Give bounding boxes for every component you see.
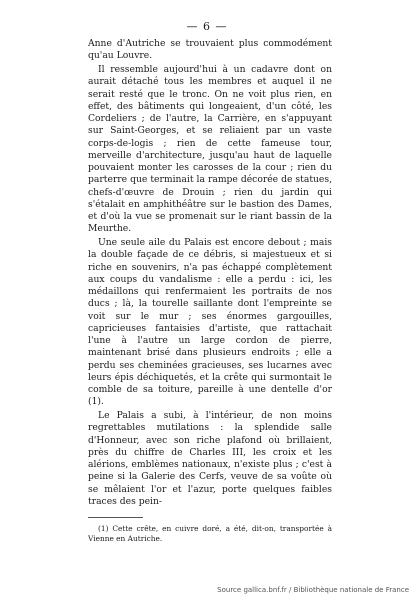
paragraph-aile: Une seule aile du Palais est encore debout ; mais la double façade de ce débris, si majestueux et si riche en souvenirs, n'a pas échappé complètement aux coups du vandalisme : elle a perdu : ici, les médaillons qui renfermaient les portraits de nos ducs ; là, la tourelle saillante dont l'empreinte se voit sur le mur ; ses énormes gargouilles, capricieuses fantaisies d'artiste, que rattachait l'une à l'autre un large cordon de pierre, maintenant brisé dans plusieurs endroits ; elle a perdu ses cheminées gracieuses, ses lucarnes avec leurs épis déchiquetés, et la crête qui surmontait le comble de sa toiture, pareille à une dentelle d'or (1). (88, 237, 332, 408)
paragraph-continuation: Anne d'Autriche se trouvaient plus commodément qu'au Louvre. (88, 38, 332, 62)
footnote: (1) Cette crête, en cuivre doré, a été, dit-on, transportée à Vienne en Autriche. (88, 524, 332, 543)
paragraph-interieur: Le Palais a subi, à l'intérieur, de non moins regrettables mutilations : la splendide salle d'Honneur, avec son riche plafond où brillaient, près du chiffre de Charles III, les croix et les alérions, emblèmes nationaux, n'existe plus ; c'est à peine si la Galerie des Cerfs, veuve de sa voûte où se mêlaient l'or et l'azur, porte quelques faibles traces des pein- (88, 410, 332, 507)
footnote-divider (88, 517, 143, 518)
paragraph-cadavre: Il ressemble aujourd'hui à un cadavre dont on aurait détaché tous les membres et auquel il ne serait resté que le tronc. On ne voit plus rien, en effet, des bâtiments qui longeaient, d'un côté, les Cordeliers ; de l'autre, la Carrière, en s'appuyant sur Saint-Georges, et se reliaient par un vaste corps-de-logis ; rien de cette fameuse tour, merveille d'architecture, jusqu'au haut de laquelle pouvaient monter les carosses de la cour ; rien du parterre que terminait la rampe décorée de statues, chefs-d'œuvre de Drouin ; rien du jardin qui s'étalait en amphithéâtre sur le bastion des Dames, et d'où la vue se promenait sur le riant bassin de la Meurthe. (88, 64, 332, 235)
page-number: — 6 — (186, 20, 228, 33)
body-text (88, 38, 332, 544)
source-credit: Source gallica.bnf.fr / Bibliothèque nationale de France (217, 586, 409, 594)
